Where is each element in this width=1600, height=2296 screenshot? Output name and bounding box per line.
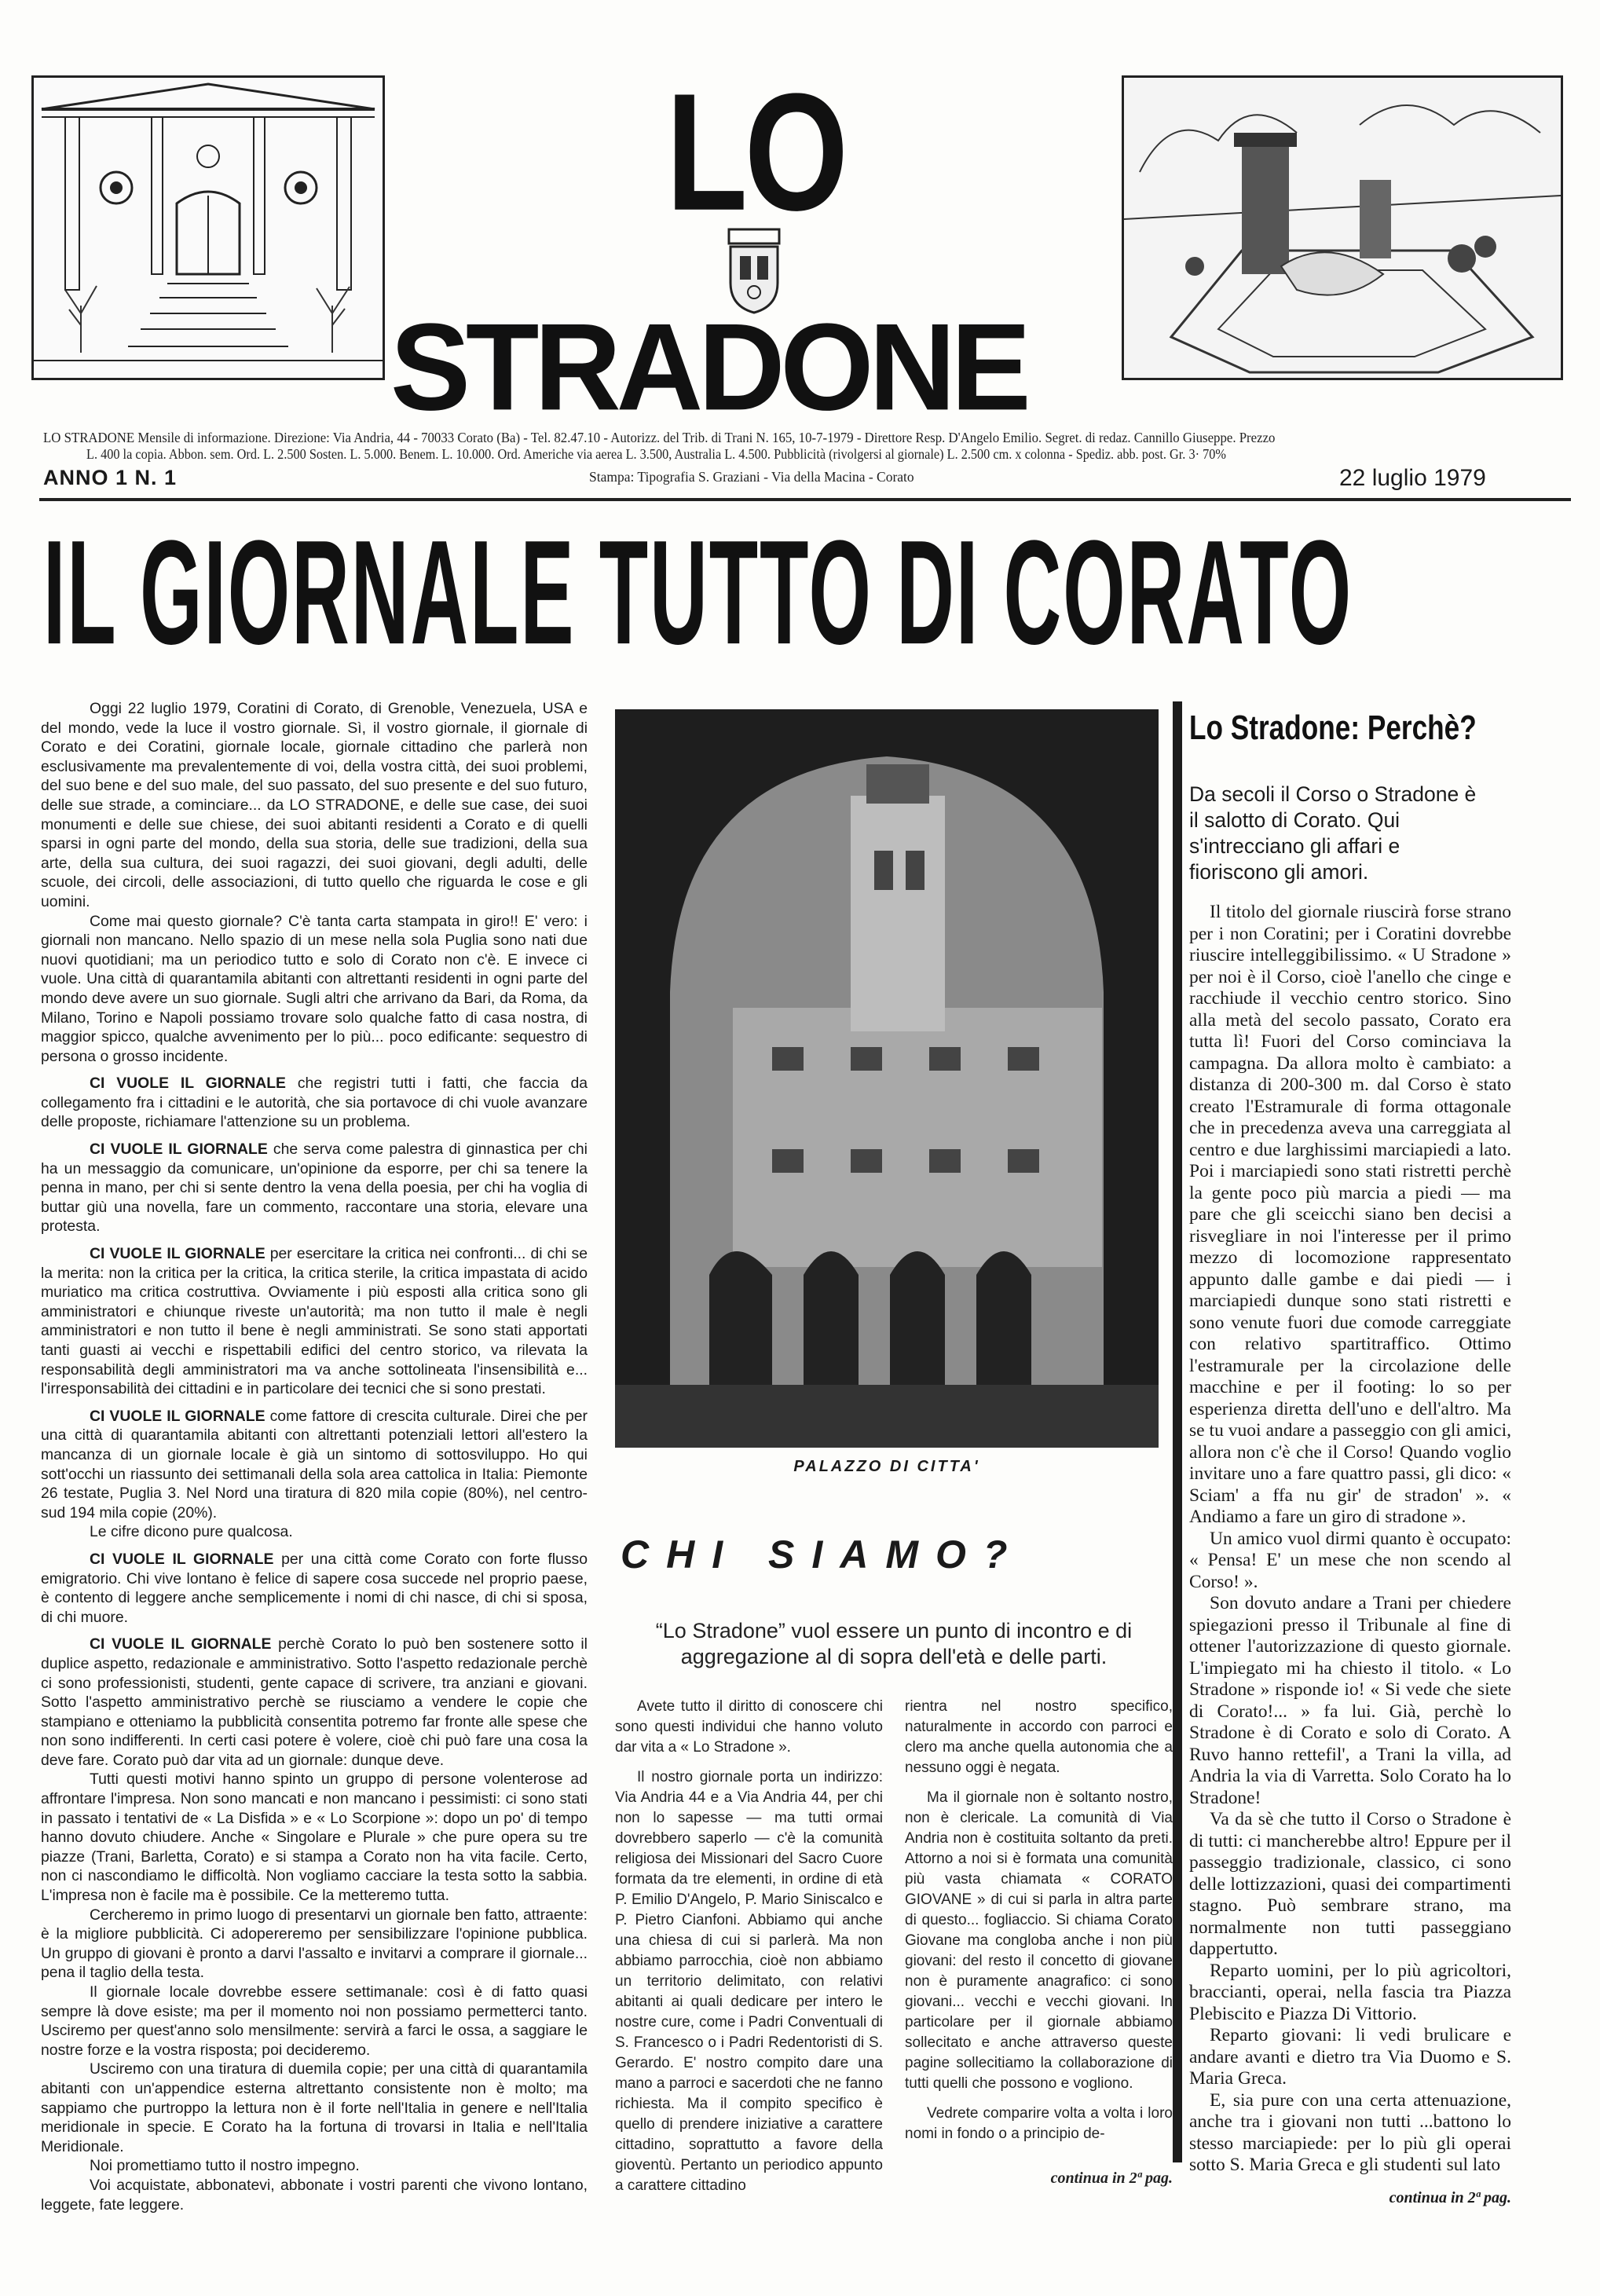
paragraph: Va da sè che tutto il Corso o Stradone è di tutti: ci mancherebbe altro! Eppure per il passeggio tradizionale, classico, ci sono delle lottizzazioni, quasi dei compartimenti stagno. Può sembrare strano, ma normalmente non tutti passeggiano dappertutto. (1189, 1809, 1511, 1959)
masthead-illustration-building (31, 75, 385, 380)
paragraph: Il nostro giornale porta un indirizzo: Via Andria 44 e a Via Andria 44, per chi non lo sapesse — ma tutti ormai dovrebbero saperlo — c'è la comunità religiosa dei Missionari del Sacro Cuore formata da tre elementi, in ordine di età P. Emilio D'Angelo, P. Mario Siniscalco e P. Pietro Cianfoni. Abbiamo qui anche una chiesa di cui si parlerà. Ma non abbiamo parrocchia, cioè non abbiamo un territorio delimitato, con relativi abitanti ai quali dedicare per intero le nostre cure, come i Padri Conventuali di S. Francesco o i Padri Redentoristi di S. Gerardo. E' nostro compito dare una mano a parroci e sacerdoti che ne fanno richiesta. Ma il compito specifico è quello di prendere iniziative a carattere cittadino, soprattutto a favore della gioventù. Pertanto un periodico appunto a carattere cittadino (615, 1769, 883, 2194)
lead-phrase: CI VUOLE IL GIORNALE (90, 1407, 265, 1425)
paragraph: Le cifre dicono pure qualcosa. (90, 1523, 293, 1541)
lead-phrase: CI VUOLE IL GIORNALE (90, 1635, 272, 1653)
paragraph-text: che serva come palestra di ginnastica per chi ha un messaggio da comunicare, un'opinione da esporre, per chi sa tenere la penna in mano, per chi si sente dentro la vena della poesia, per chi ha voglia di buttar giù una novella, fare un commento, raccontare una storia, elevare una protesta. (41, 1141, 588, 1236)
chi-siamo-subtitle: “Lo Stradone” vuol essere un punto di incontro e di aggregazione al di sopra dell'età e delle parti. (655, 1619, 1133, 1668)
issue-number: ANNO 1 N. 1 (43, 466, 178, 489)
paragraph: Il titolo del giornale riuscirà forse strano per i non Coratini; per i Coratini dovrebbe riuscire intelleggibilissimo. « U Stradone » per noi è il Corso, cioè l'anello che cinge e racchiude il vecchio centro storico. Sino alla metà del secolo passato, Corato era tutta lì! Fuori del Corso cominciava la campagna. Da allora molto è cambiato: a distanza di 200-300 m. dal Corso è stato creato l'Estramurale di forma ottagonale che in precedenza aveva una carreggiata al centro e due larghissimi marciapiedi a lato. Poi i marciapiedi sono stati ristretti perchè la gente poco più marcia a piedi — ma pare che gli sceicchi siano ben decisi a risvegliare in noi l'interesse per il primo mezzo di locomozione rappresentato appunto dalle gambe e dai piedi — i marciapiedi dunque sono stati ristretti e sono venute fuori due comode carreggiate con relativo spartitraffico. Ottimo l'estramurale per la circolazione delle macchine e per il footing: lo so per esperienza diretta dell'uno e dell'altro. Ma se tu vuoi andare a passeggio con gli amici, allora non c'è che il Corso! Quando voglio invitare uno a fare quattro passi, gli dico: « Sciam' a ffa nu gir' de stradon' ». « Andiamo a fare un giro di stradone ». (1189, 902, 1511, 1527)
paragraph: rientra nel nostro specifico, naturalmente in accordo con parroci e clero ma anche quella autonomia che a nessuno oggi è negata. (905, 1698, 1173, 1776)
paragraph: Ma il giornale non è soltanto nostro, non è clericale. La comunità di Via Andria non è costituita soltanto da preti. Attorno a noi si è formata una comunità più vasta chiamata « CORATO GIOVANE » di cui si parla in altra parte di questo... fogliaccio. Si chiama Corato Giovane ma congloba anche i non più giovani: del resto il concetto di giovane non è puramente anagrafico: ci sono giovani... vecchi e vecchi giovani. In particolare per il giornale abbiamo sollecitato e anche attraverso queste pagine sollecitiamo la collaborazione di tutti quelli che possono e vogliono. (905, 1789, 1173, 2092)
paragraph: Come mai questo giornale? C'è tanta carta stampata in giro!! E' vero: i giornali non mancano. Nello spazio di un mese nella sola Puglia sono nati due nuovi quotidiani; ma un periodico tutto e solo di Corato non c'è. E invece ci vuole. Una città di quarantamila abitanti con altrettanti residenti in ogni parte del mondo deve avere un suo giornale. Sugli altri che arrivano da Bari, da Roma, da Milano, Torino e Napoli possiamo trovare solo qualche fatto di casa nostra, di maggior spicco, qualche avvenimento per lo più... poco edificante: sequestro di persona o grosso incidente. (41, 912, 588, 1065)
lead-phrase: CI VUOLE IL GIORNALE (90, 1550, 274, 1568)
paragraph: Voi acquistate, abbonatevi, abbonate i vostri parenti che vivono lontano, leggete, fate leggere. (41, 2176, 588, 2214)
page-headline: IL GIORNALE TUTTO DI CORATO (43, 509, 1353, 676)
masthead-info-line-1: LO STRADONE Mensile di informazione. Direzione: Via Andria, 44 - 70033 Corato (Ba) - Tel. 82.47.10 - Autorizz. del Trib. di Trani N. 165, 10-7-1979 - Direttore Resp. D'Angelo Emilio. Segret. di redaz. Cannillo Giuseppe. Prezzo (43, 430, 1276, 445)
photo-caption: PALAZZO DI CITTA' (793, 1458, 980, 1475)
paragraph: Un amico vuol dirmi quanto è occupato: « Pensa! E' un mese che non scendo al Corso! ». (1189, 1528, 1511, 1592)
paragraph-text: perchè Corato lo può ben sostenere sotto il duplice aspetto, redazionale e amministrativo. Sotto l'aspetto redazionale perchè ci sono professionisti, studenti, gente capace di scrivere, tra anziani e giovani. Sotto l'aspetto amministrativo perchè se riusciamo a vendere le copie che stampiano e otteniamo la pubblicità consentita potremo far fronte alle spese che non sono indifferenti. In certi casi potere è volere, cioè chi può fare una cosa la deve fare. Corato può dar vita ad un giornale: dunque deve. (41, 1635, 588, 1769)
masthead-illustration-fountain (1122, 75, 1563, 380)
chi-siamo-column-2 (905, 1697, 1173, 2188)
side-article-body (1189, 902, 1511, 2208)
paragraph (41, 1244, 588, 1399)
masthead-title-bottom: STRADONE (390, 297, 1027, 436)
photo-palazzo-di-citta (615, 709, 1159, 1448)
paragraph: Son dovuto andare a Trani per chiedere spiegazioni presso il Tribunale al fine di ottener l'autorizzazione di questo giornale. L'impiegato mi ha chiesto il titolo. « Lo Stradone » risponde io! « Si vede che siete di Corato!... » fa lui. Già, perchè lo Stradone è di Corato e solo di Corato. A Ruvo hanno rettefil', a Trani la villa, ad Andria la via di Varretta. Solo Corato ha lo Stradone! (1189, 1593, 1511, 1808)
paragraph (41, 1550, 588, 1627)
printer-line: Stampa: Tipografia S. Graziani - Via della Macina - Corato (589, 469, 914, 485)
paragraph: Avete tutto il diritto di conoscere chi sono questi individui che hanno voluto dar vita a « Lo Stradone ». (615, 1698, 883, 1756)
paragraph-text: che registri tutti i fatti, che faccia da collegamento fra i cittadini e le autorità, che sia portavoce di chi vuole avanzare delle proposte, richiamare l'attenzione su un problema. (41, 1075, 588, 1131)
chi-siamo-title: CHI SIAMO? (621, 1532, 1025, 1576)
paragraph (41, 1140, 588, 1236)
masthead-title-top: LO (665, 59, 846, 246)
paragraph: Reparto giovani: li vedi brulicare e andare avanti e dietro tra Via Duomo e S. Maria Greca. (1189, 2025, 1511, 2089)
paragraph: Cercheremo in primo luogo di presentarvi un giornale ben fatto, attraente: è la migliore pubblicità. Ci adopereremo per sensibilizzare l'opinione pubblica. Un gruppo di giovani è pronto a darvi l'assalto e invitarvi a comprare il giornale... pena il taglio della testa. (41, 1906, 588, 1982)
paragraph-text: per una città come Corato con forte flusso emigratorio. Chi vive lontano è felice di sapere cosa succede nel proprio paese, è contento di leggere anche semplicemente i nomi di chi nasce, di chi si sposa, di chi muore. (41, 1550, 588, 1626)
masthead-info-line-2: L. 400 la copia. Abbon. sem. Ord. L. 2.500 Sosten. L. 5.000. Benem. L. 10.000. Ord. Americhe via aerea L. 3.500, Australia L. 4.500. Pubblicità (rivolgersi al giornale) L. 2.500 cm. x colonna - Spediz. abb. post. Gr. 3· 70% (86, 446, 1226, 462)
paragraph: Usciremo con una tiratura di duemila copie; per una città di quarantamila abitanti con un'appendice esterna altrettanto consistente non è molto; ma sappiamo che purtroppo la lettura non è il forte nell'Italia in genere e nell'Italia meridionale in specie. E Corato ha la fortuna di trovarsi in Italia e nell'Italia Meridionale. (41, 2060, 588, 2155)
lead-phrase: CI VUOLE IL GIORNALE (90, 1075, 286, 1093)
paragraph (41, 1635, 588, 1770)
paragraph: Reparto uomini, per lo più agricoltori, braccianti, operai, nella fascia tra Piazza Plebiscito e Piazza Di Vittorio. (1189, 1960, 1511, 2024)
main-article (41, 699, 588, 2214)
paragraph-text: come fattore di crescita culturale. Direi che per una città di quarantamila abitanti con altrettanti potenziali lettori all'estero la mancanza di un giornale locale è già un sintomo di sottosviluppo. Ho qui sott'occhi un riassunto dei settimanali della sola area cattolica in Italia: Piemonte 26 testate, Puglia 3. Nel Nord una tiratura di 820 mila copie (80%), nel centro-sud 194 mila copie (20%). (41, 1407, 588, 1522)
side-article-title: Lo Stradone: Perchè? (1189, 709, 1477, 747)
lead-phrase: CI VUOLE IL GIORNALE (90, 1245, 265, 1263)
chi-siamo-column-1 (615, 1697, 883, 2196)
paragraph (41, 1407, 588, 1523)
masthead-divider (39, 498, 1571, 501)
issue-date: 22 luglio 1979 (1339, 465, 1486, 491)
paragraph: Noi promettiamo tutto il nostro impegno. (90, 2157, 360, 2175)
continued-link[interactable]: continua in 2ª pag. (1050, 2170, 1173, 2187)
paragraph-text: per esercitare la critica nei confronti... di chi se la merita: non la critica per la critica, la critica sterile, la critica impastata di acido muriatico ma critica costruttiva. Ovviamente i più esposti alla critica sono gli amministratori e chiunque riveste un'autorità; ma non tutto il male è negli amministratori e non tutto il bene è negli amministrati. Se sono stati apportati tanti guasti ai vecchi e rispettabili edifici del centro storico, va rilevata la responsabilità degli amministratori ma va anche sottolineata l'insensibilità e... l'irresponsabilità dei cittadini e in particolare dei tecnici che si sono prestati. (41, 1245, 588, 1398)
paragraph: E, sia pure con una certa attenuazione, anche tra i giovani non tutti ...battono lo stesso marciapiede: per lo più gli operai sotto S. Maria Greca e gli studenti sul lato (1189, 2089, 1511, 2175)
paragraph: Oggi 22 luglio 1979, Coratini di Corato, di Grenoble, Venezuela, USA e del mondo, vede la luce il vostro giornale. Sì, il vostro giornale, il giornale di Corato e dei Coratini, giornale locale, giornale cittadino che parlerà non esclusivamente ma prevalentemente di voi, della vostra città, dei suoi problemi, del suo bene e del suo male, del suo passato, del suo presente e del suo futuro, delle sue strade, a cominciare... da LO STRADONE, e delle sue case, dei suoi monumenti e delle sue chiese, dei suoi abitanti residenti a Corato e di quelli sparsi in ogni parte del mondo, della sua storia, delle sue tradizioni, della sua arte, della sua cultura, dei suoi ragazzi, dei suoi giovani, degli adulti, delle scuole, dei circoli, delle associazioni, di tutto quello che riguarda le cose e gli uomini. (41, 700, 588, 910)
continued-link[interactable]: continua in 2ª pag. (1389, 2188, 1511, 2206)
paragraph: Tutti questi motivi hanno spinto un gruppo di persone volenterose ad affrontare l'impresa. Non sono mancati e non mancano i pessimisti: ci sono stati in passato i tentativi de « La Disfida » e « Lo Scorpione »: dopo un po' di tempo hanno dovuto chiudere. Anche « Singolare e Plurale » che pure opera su tre piazze (Trani, Barletta, Corato) e si stampa a Corato non ha vita facile. Certo, non ci nascondiamo le difficoltà. Non vogliamo cacciare la testa sotto la sabbia. L'impresa non è facile ma è possibile. Ce la metteremo tutta. (41, 1771, 588, 1905)
paragraph (41, 1074, 588, 1132)
paragraph: Il giornale locale dovrebbe essere settimanale: così è di fatto quasi sempre là dove esiste; ma per il momento noi non possiamo permetterci tanto. Usciremo per quest'anno solo mensilmente: servirà a farci le ossa, a saggiare le nostre forze e la vostra risposta; poi decideremo. (41, 1983, 588, 2059)
side-article-subtitle: Da secoli il Corso o Stradone è il salotto di Corato. Qui s'intrecciano gli affari e fioriscono gli amori. (1189, 782, 1477, 884)
column-divider-bar (1173, 701, 1182, 2162)
paragraph: Vedrete comparire volta a volta i loro nomi in fondo o a principio de- (905, 2105, 1173, 2142)
lead-phrase: CI VUOLE IL GIORNALE (90, 1141, 268, 1159)
